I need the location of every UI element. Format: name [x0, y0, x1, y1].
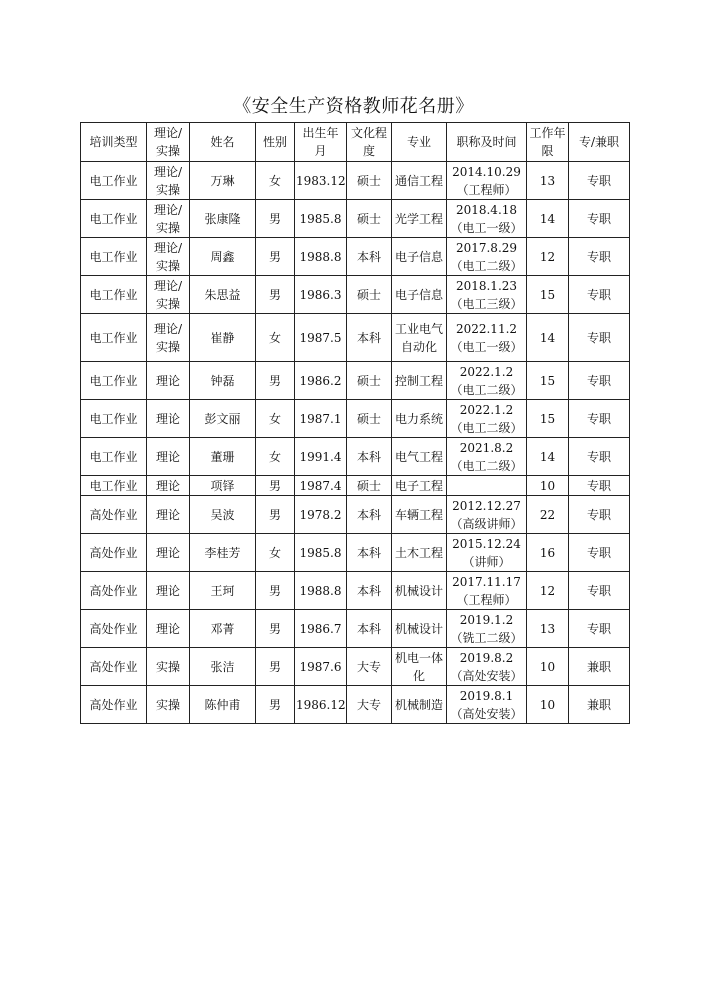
cell-major: 光学工程	[392, 200, 447, 238]
cell-type: 高处作业	[81, 496, 147, 534]
cell-mode: 理论	[147, 400, 190, 438]
cell-mode: 理论/ 实操	[147, 238, 190, 276]
cell-title-time: 2021.8.2 （电工二级）	[447, 438, 527, 476]
cell-years: 14	[527, 438, 569, 476]
cell-type: 电工作业	[81, 162, 147, 200]
cell-type: 高处作业	[81, 610, 147, 648]
cell-title-time: 2022.1.2 （电工二级）	[447, 400, 527, 438]
cell-mode: 理论/ 实操	[147, 162, 190, 200]
cell-birth: 1986.2	[295, 362, 347, 400]
cell-education: 大专	[347, 648, 392, 686]
cell-education: 硕士	[347, 200, 392, 238]
cell-mode: 理论/ 实操	[147, 314, 190, 362]
cell-major: 电子信息	[392, 238, 447, 276]
cell-years: 14	[527, 314, 569, 362]
header-title-time: 职称及时间	[447, 123, 527, 162]
cell-gender: 男	[256, 200, 295, 238]
cell-type: 电工作业	[81, 362, 147, 400]
cell-birth: 1987.6	[295, 648, 347, 686]
cell-title-time: 2012.12.27 （高级讲师）	[447, 496, 527, 534]
cell-mode: 实操	[147, 686, 190, 724]
cell-title-time: 2022.11.2 （电工一级）	[447, 314, 527, 362]
cell-type: 电工作业	[81, 476, 147, 496]
cell-name: 万琳	[190, 162, 256, 200]
cell-status: 专职	[569, 400, 630, 438]
cell-education: 本科	[347, 610, 392, 648]
cell-major: 控制工程	[392, 362, 447, 400]
cell-name: 吴波	[190, 496, 256, 534]
cell-major: 电子工程	[392, 476, 447, 496]
cell-years: 22	[527, 496, 569, 534]
cell-education: 硕士	[347, 162, 392, 200]
cell-status: 专职	[569, 238, 630, 276]
cell-gender: 男	[256, 496, 295, 534]
cell-mode: 理论	[147, 362, 190, 400]
cell-gender: 男	[256, 276, 295, 314]
cell-gender: 男	[256, 648, 295, 686]
cell-type: 电工作业	[81, 314, 147, 362]
cell-name: 周鑫	[190, 238, 256, 276]
cell-years: 16	[527, 534, 569, 572]
cell-birth: 1978.2	[295, 496, 347, 534]
header-type: 培训类型	[81, 123, 147, 162]
cell-major: 机械制造	[392, 686, 447, 724]
cell-birth: 1986.12	[295, 686, 347, 724]
cell-education: 硕士	[347, 276, 392, 314]
header-education: 文化程 度	[347, 123, 392, 162]
cell-years: 15	[527, 400, 569, 438]
teacher-roster-table	[80, 122, 630, 724]
cell-birth: 1987.1	[295, 400, 347, 438]
cell-birth: 1986.3	[295, 276, 347, 314]
header-years: 工作年 限	[527, 123, 569, 162]
cell-gender: 女	[256, 162, 295, 200]
cell-name: 项铎	[190, 476, 256, 496]
cell-major: 电气工程	[392, 438, 447, 476]
cell-status: 专职	[569, 200, 630, 238]
cell-birth: 1987.5	[295, 314, 347, 362]
cell-gender: 男	[256, 610, 295, 648]
cell-education: 本科	[347, 534, 392, 572]
cell-title-time: 2019.8.2 （高处安装）	[447, 648, 527, 686]
cell-years: 12	[527, 572, 569, 610]
table-row	[81, 534, 630, 572]
cell-mode: 理论/ 实操	[147, 276, 190, 314]
cell-type: 电工作业	[81, 200, 147, 238]
cell-education: 硕士	[347, 476, 392, 496]
cell-name: 崔静	[190, 314, 256, 362]
cell-years: 15	[527, 362, 569, 400]
cell-major: 机械设计	[392, 610, 447, 648]
cell-title-time: 2014.10.29 （工程师）	[447, 162, 527, 200]
header-row	[81, 123, 630, 162]
cell-education: 大专	[347, 686, 392, 724]
cell-major: 机械设计	[392, 572, 447, 610]
table-row	[81, 238, 630, 276]
table-row	[81, 438, 630, 476]
cell-name: 陈仲甫	[190, 686, 256, 724]
cell-status: 专职	[569, 438, 630, 476]
cell-gender: 女	[256, 438, 295, 476]
cell-status: 兼职	[569, 686, 630, 724]
cell-title-time: 2019.8.1 （高处安装）	[447, 686, 527, 724]
cell-type: 高处作业	[81, 648, 147, 686]
cell-education: 本科	[347, 572, 392, 610]
cell-mode: 实操	[147, 648, 190, 686]
cell-title-time: 2015.12.24 （讲师）	[447, 534, 527, 572]
cell-mode: 理论	[147, 438, 190, 476]
cell-status: 专职	[569, 362, 630, 400]
page-title: 《安全生产资格教师花名册》	[233, 96, 474, 117]
cell-education: 硕士	[347, 400, 392, 438]
cell-gender: 女	[256, 534, 295, 572]
cell-title-time: 2018.4.18 （电工一级）	[447, 200, 527, 238]
cell-years: 10	[527, 686, 569, 724]
cell-gender: 男	[256, 476, 295, 496]
cell-title-time: 2022.1.2 （电工二级）	[447, 362, 527, 400]
cell-type: 电工作业	[81, 438, 147, 476]
cell-birth: 1985.8	[295, 534, 347, 572]
table-row	[81, 362, 630, 400]
cell-type: 高处作业	[81, 534, 147, 572]
cell-status: 专职	[569, 476, 630, 496]
cell-birth: 1991.4	[295, 438, 347, 476]
table-row	[81, 400, 630, 438]
cell-mode: 理论	[147, 572, 190, 610]
table-row	[81, 610, 630, 648]
cell-gender: 女	[256, 400, 295, 438]
table-row	[81, 200, 630, 238]
cell-years: 14	[527, 200, 569, 238]
table-row	[81, 276, 630, 314]
header-mode: 理论/ 实操	[147, 123, 190, 162]
cell-status: 兼职	[569, 648, 630, 686]
header-gender: 性别	[256, 123, 295, 162]
cell-status: 专职	[569, 496, 630, 534]
cell-major: 车辆工程	[392, 496, 447, 534]
header-major: 专业	[392, 123, 447, 162]
cell-major: 电力系统	[392, 400, 447, 438]
table-row	[81, 496, 630, 534]
roster-body	[81, 162, 630, 724]
cell-major: 机电一体 化	[392, 648, 447, 686]
cell-name: 董珊	[190, 438, 256, 476]
table-row	[81, 686, 630, 724]
cell-status: 专职	[569, 276, 630, 314]
cell-gender: 男	[256, 686, 295, 724]
cell-major: 通信工程	[392, 162, 447, 200]
cell-gender: 男	[256, 572, 295, 610]
cell-birth: 1983.12	[295, 162, 347, 200]
cell-gender: 女	[256, 314, 295, 362]
cell-mode: 理论	[147, 476, 190, 496]
cell-birth: 1988.8	[295, 238, 347, 276]
cell-name: 王珂	[190, 572, 256, 610]
header-status: 专/兼职	[569, 123, 630, 162]
table-row	[81, 476, 630, 496]
cell-birth: 1986.7	[295, 610, 347, 648]
table-row	[81, 648, 630, 686]
cell-education: 本科	[347, 238, 392, 276]
cell-type: 电工作业	[81, 238, 147, 276]
cell-gender: 男	[256, 362, 295, 400]
cell-name: 朱思益	[190, 276, 256, 314]
cell-title-time: 2018.1.23 （电工三级）	[447, 276, 527, 314]
table-row	[81, 162, 630, 200]
cell-type: 电工作业	[81, 400, 147, 438]
cell-name: 彭文丽	[190, 400, 256, 438]
cell-mode: 理论	[147, 610, 190, 648]
cell-years: 12	[527, 238, 569, 276]
cell-years: 10	[527, 648, 569, 686]
cell-status: 专职	[569, 534, 630, 572]
cell-years: 10	[527, 476, 569, 496]
cell-title-time: 2019.1.2 （铣工二级）	[447, 610, 527, 648]
cell-years: 15	[527, 276, 569, 314]
cell-title-time	[447, 476, 527, 496]
table-row	[81, 572, 630, 610]
cell-mode: 理论/ 实操	[147, 200, 190, 238]
header-birth: 出生年 月	[295, 123, 347, 162]
cell-name: 张洁	[190, 648, 256, 686]
cell-name: 张康隆	[190, 200, 256, 238]
cell-gender: 男	[256, 238, 295, 276]
cell-education: 本科	[347, 496, 392, 534]
cell-status: 专职	[569, 314, 630, 362]
cell-years: 13	[527, 162, 569, 200]
cell-type: 电工作业	[81, 276, 147, 314]
table-row	[81, 314, 630, 362]
cell-education: 本科	[347, 314, 392, 362]
cell-name: 李桂芳	[190, 534, 256, 572]
cell-birth: 1985.8	[295, 200, 347, 238]
cell-mode: 理论	[147, 496, 190, 534]
cell-major: 工业电气 自动化	[392, 314, 447, 362]
cell-education: 本科	[347, 438, 392, 476]
cell-title-time: 2017.11.17 （工程师）	[447, 572, 527, 610]
cell-mode: 理论	[147, 534, 190, 572]
cell-education: 硕士	[347, 362, 392, 400]
header-name: 姓名	[190, 123, 256, 162]
cell-birth: 1988.8	[295, 572, 347, 610]
cell-title-time: 2017.8.29 （电工二级）	[447, 238, 527, 276]
cell-name: 邓菁	[190, 610, 256, 648]
cell-status: 专职	[569, 610, 630, 648]
cell-status: 专职	[569, 572, 630, 610]
cell-name: 钟磊	[190, 362, 256, 400]
cell-status: 专职	[569, 162, 630, 200]
cell-years: 13	[527, 610, 569, 648]
cell-major: 电子信息	[392, 276, 447, 314]
cell-type: 高处作业	[81, 686, 147, 724]
cell-major: 土木工程	[392, 534, 447, 572]
cell-birth: 1987.4	[295, 476, 347, 496]
cell-type: 高处作业	[81, 572, 147, 610]
